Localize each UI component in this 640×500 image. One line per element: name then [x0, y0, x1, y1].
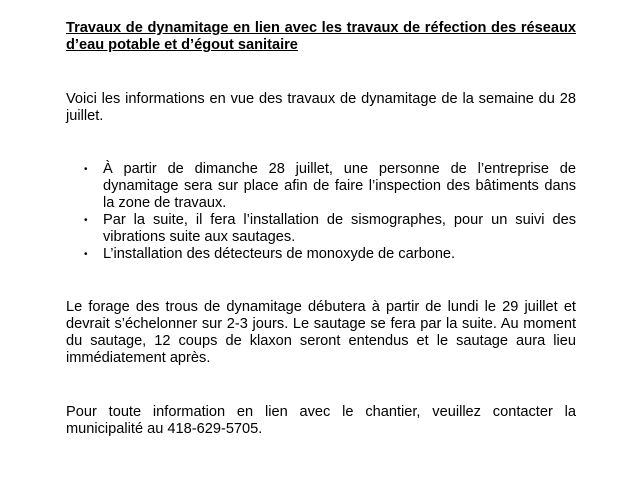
list-item	[84, 246, 576, 263]
drilling-paragraph: Le forage des trous de dynamitage débutera à partir de lundi le 29 juillet et devrait s’échelonner sur 2-3 jours. Le sautage se fera par la suite. Au moment du sautage, 12 coups de klaxon seront entendus et le sautage aura lieu immédiatement après.	[66, 299, 576, 366]
bullet-icon: •	[84, 249, 88, 260]
list-item-text: L’installation des détecteurs de monoxyde de carbone.	[103, 246, 456, 262]
list-item	[84, 212, 576, 246]
bullet-icon: •	[84, 164, 88, 175]
document-page	[66, 20, 576, 438]
list-item	[84, 161, 576, 212]
intro-paragraph: Voici les informations en vue des travaux de dynamitage de la semaine du 28 juillet.	[66, 91, 576, 124]
list-item-text: Par la suite, il fera l’installation de sismographes, pour un suivi des vibrations suite aux sautages.	[103, 212, 576, 245]
document-title: Travaux de dynamitage en lien avec les travaux de réfection des réseaux d’eau potable et d’égout sanitaire	[66, 20, 576, 53]
contact-paragraph: Pour toute information en lien avec le chantier, veuillez contacter la municipalité au 418-629-5705.	[66, 404, 576, 437]
bullet-icon: •	[84, 215, 88, 226]
list-item-text: À partir de dimanche 28 juillet, une personne de l’entreprise de dynamitage sera sur place afin de faire l’inspection des bâtiments dans la zone de travaux.	[103, 161, 576, 211]
info-bullet-list	[66, 161, 576, 263]
